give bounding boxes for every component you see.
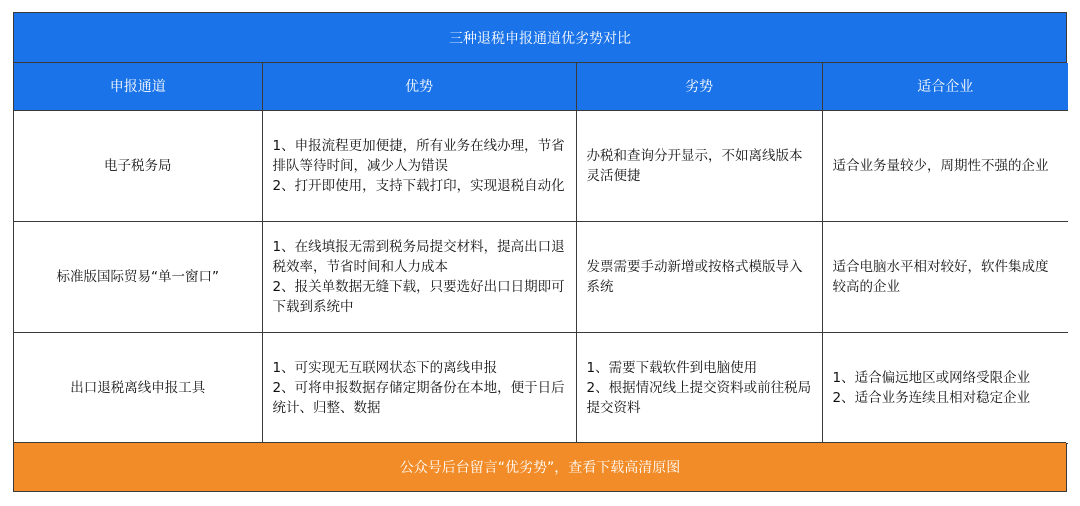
comparison-table [14, 63, 1068, 444]
disadvantage-line: 1、需要下载软件到电脑使用 [586, 359, 758, 376]
suitable-cell [822, 332, 1068, 443]
suitable-cell [822, 221, 1068, 332]
comparison-table-frame [13, 12, 1067, 492]
table-title: 三种退税申报通道优劣势对比 [14, 13, 1066, 63]
header-disadvantages: 劣势 [576, 63, 822, 110]
suitable-line: 适合业务量较少，周期性不强的企业 [832, 157, 1049, 174]
advantage-line: 2、可将申报数据存储定期备份在本地，便于日后统计、归整、数据 [272, 379, 565, 416]
suitable-line: 2、适合业务连续且相对稳定企业 [832, 389, 1031, 406]
header-row [14, 63, 1068, 110]
advantage-line: 2、打开即使用，支持下载打印，实现退税自动化 [272, 177, 565, 194]
footer-banner: 公众号后台留言“优劣势”，查看下载高清原图 [14, 442, 1066, 491]
table-row [14, 110, 1068, 221]
suitable-cell [822, 110, 1068, 221]
table-row [14, 221, 1068, 332]
suitable-line: 适合电脑水平相对较好，软件集成度较高的企业 [832, 258, 1049, 295]
channel-cell: 电子税务局 [14, 110, 262, 221]
disadvantage-line: 2、根据情况线上提交资料或前往税局提交资料 [586, 379, 812, 416]
advantages-cell [262, 110, 576, 221]
advantages-cell [262, 221, 576, 332]
disadvantage-line: 办税和查询分开显示，不如离线版本灵活便捷 [586, 147, 803, 184]
header-suitable: 适合企业 [822, 63, 1068, 110]
disadvantage-line: 发票需要手动新增或按格式模版导入系统 [586, 258, 803, 295]
channel-cell: 标准版国际贸易“单一窗口” [14, 221, 262, 332]
advantage-line: 2、报关单数据无缝下载，只要选好出口日期即可下载到系统中 [272, 278, 565, 315]
advantages-cell [262, 332, 576, 443]
advantage-line: 1、可实现无互联网状态下的离线申报 [272, 359, 498, 376]
header-advantages: 优势 [262, 63, 576, 110]
disadvantages-cell [576, 110, 822, 221]
advantage-line: 1、申报流程更加便捷，所有业务在线办理，节省排队等待时间，减少人为错误 [272, 137, 565, 174]
table-row [14, 332, 1068, 443]
channel-cell: 出口退税离线申报工具 [14, 332, 262, 443]
suitable-line: 1、适合偏远地区或网络受限企业 [832, 369, 1031, 386]
advantage-line: 1、在线填报无需到税务局提交材料，提高出口退税效率，节省时间和人力成本 [272, 238, 565, 275]
disadvantages-cell [576, 332, 822, 443]
header-channel: 申报通道 [14, 63, 262, 110]
disadvantages-cell [576, 221, 822, 332]
